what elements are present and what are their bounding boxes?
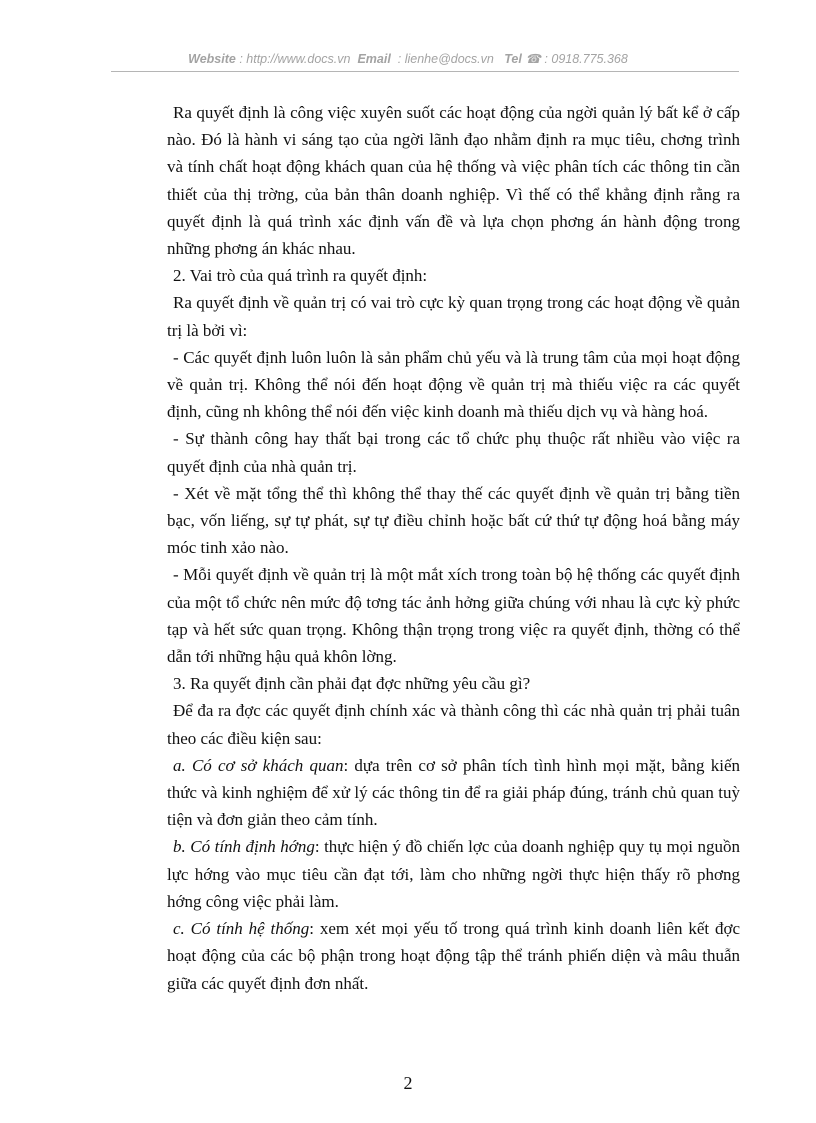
requirement-c-text: : xem xét mọi yếu tố trong quá trình kinh doanh liên kết đợc hoạt động của các bộ phận trong hoạt động tập thể tránh phiến diện và mâu thuẫn giữa các quyết định đơn nhất. [167, 919, 740, 993]
bullet-item: - Các quyết định luôn luôn là sản phẩm chủ yếu và là trung tâm của mọi hoạt động về quản trị. Không thể nói đến hoạt động về quản trị mà thiếu việc ra các quyết định, cũng nh không thể nói đến việc kinh doanh mà thiếu dịch vụ và hàng hoá. [167, 347, 740, 422]
requirement-a [167, 752, 740, 834]
email-address[interactable]: : lienhe@docs.vn [397, 52, 494, 66]
requirement-a-title: a. Có cơ sở khách quan [173, 755, 344, 775]
bullet-item: - Xét về mặt tổng thể thì không thể thay thế các quyết định về quản trị bằng tiền bạc, vốn liếng, sự tự phát, sự tự điều chỉnh hoặc bất cứ thứ tự động hoá bằng máy móc tinh xảo nào. [167, 483, 740, 558]
website-url[interactable]: : http://www.docs.vn [239, 52, 351, 66]
tel-number: : 0918.775.368 [544, 52, 628, 66]
bullet-item: - Mỗi quyết định về quản trị là một mắt xích trong toàn bộ hệ thống các quyết định của một tổ chức nên mức độ tơng tác ảnh hởng giữa chúng với nhau là cực kỳ phức tạp và hết sức quan trọng. Không thận trọng trong việc ra quyết định, thờng có thể dẫn tới những hậu quả khôn lờng. [167, 565, 740, 667]
section-3-intro: Để đa ra đợc các quyết định chính xác và thành công thì các nhà quản trị phải tuân theo các điều kiện sau: [167, 701, 740, 748]
requirement-b-title: b. Có tính định hớng [173, 837, 315, 857]
section-heading-2: 2. Vai trò của quá trình ra quyết định: [173, 266, 428, 286]
section-heading-3: 3. Ra quyết định cần phải đạt đợc những yêu cầu gì? [173, 674, 531, 694]
intro-paragraph: Ra quyết định là công việc xuyên suốt các hoạt động của ngời quản lý bất kể ở cấp nào. Đó là hành vi sáng tạo của ngời lãnh đạo nhằm định ra mục tiêu, chơng trình và tính chất hoạt động khách quan của hệ thống và việc phân tích các thông tin cần thiết của thị trờng, của bản thân doanh nghiệp. Vì thế có thể khẳng định rằng ra quyết định là quá trình xác định vấn đề và lựa chọn phơng án hành động trong những phơng án khác nhau. [167, 103, 740, 259]
website-label: Website [188, 52, 236, 66]
requirement-c-title: c. Có tính hệ thống [173, 919, 310, 939]
bullet-item: - Sự thành công hay thất bại trong các tổ chức phụ thuộc rất nhiều vào việc ra quyết định của nhà quản trị. [167, 429, 740, 476]
requirement-c [167, 915, 740, 997]
section-2-intro: Ra quyết định về quản trị có vai trò cực kỳ quan trọng trong các hoạt động về quản trị là bởi vì: [167, 293, 740, 340]
page-header [0, 51, 816, 66]
tel-label: Tel [504, 52, 522, 66]
email-label: Email [357, 52, 391, 66]
document-body [167, 99, 740, 997]
phone-icon: ☎ [525, 52, 541, 66]
header-divider [111, 71, 739, 72]
requirement-b-text: : thực hiện ý đồ chiến lợc của doanh nghiệp quy tụ mọi nguồn lực hớng vào mục tiêu cần đạt tới, làm cho những ngời thực hiện thấy rõ phơng hớng công việc phải làm. [167, 837, 740, 911]
page-number: 2 [403, 1073, 413, 1093]
requirement-b [167, 833, 740, 915]
requirement-a-text: : dựa trên cơ sở phân tích tình hình mọi mặt, bằng kiến thức và kinh nghiệm để xử lý các thông tin để ra giải pháp đúng, tránh chủ quan tuỳ tiện và đơn giản theo cảm tính. [167, 755, 740, 830]
